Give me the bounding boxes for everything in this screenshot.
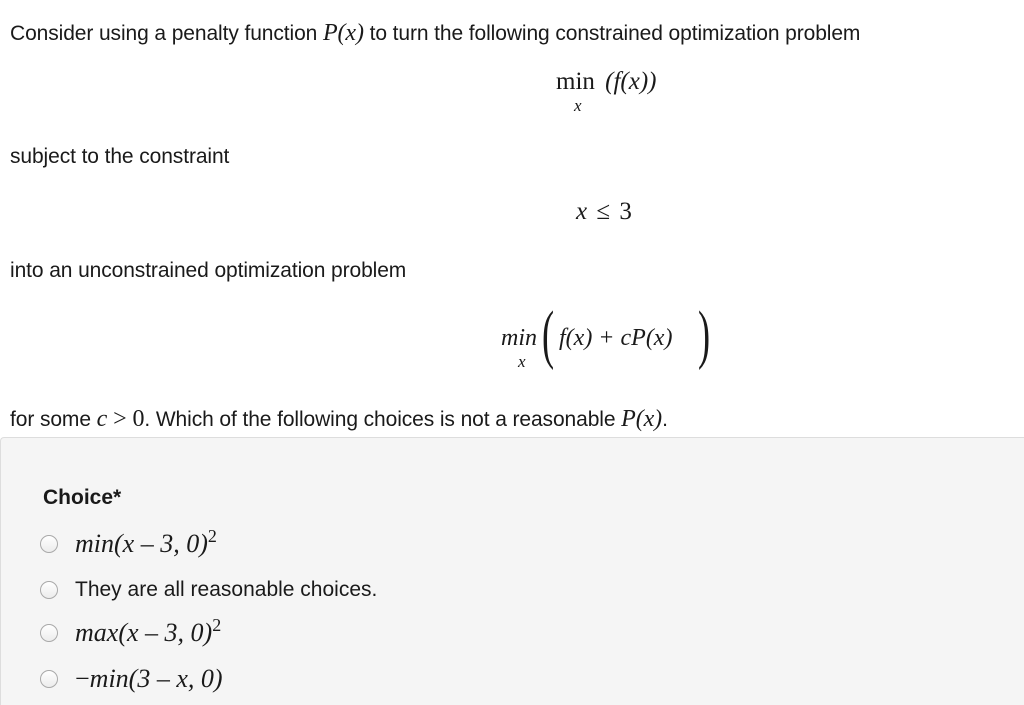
zero-symbol: 0 xyxy=(132,406,145,432)
option-label xyxy=(75,664,223,694)
question-text: for some xyxy=(10,408,97,431)
choice-option-3[interactable] xyxy=(40,617,221,649)
exponent: 2 xyxy=(212,615,222,635)
min-subscript: x xyxy=(574,96,582,115)
unconstrained-intro-text: into an unconstrained optimization problem xyxy=(10,259,407,282)
constraint-intro-text: subject to the constraint xyxy=(10,145,230,168)
choice-option-1[interactable] xyxy=(40,528,217,560)
radio-button[interactable] xyxy=(40,670,58,688)
choice-label: Choice* xyxy=(43,486,122,509)
exponent: 2 xyxy=(207,526,217,546)
min-operator: min xyxy=(556,68,595,95)
radio-button[interactable] xyxy=(40,581,58,599)
radio-button[interactable] xyxy=(40,535,58,553)
constraint-equation xyxy=(576,198,632,226)
gt-symbol: > xyxy=(107,406,133,432)
fn-name: min xyxy=(75,529,114,558)
question-text-continued: . Which of the following choices is not a reasonable xyxy=(144,408,622,431)
intro-text-continued: to turn the following constrained optimization problem xyxy=(363,22,861,45)
penalty-function-symbol: P(x) xyxy=(621,406,663,432)
leq-symbol: ≤ xyxy=(596,198,611,225)
right-paren: ) xyxy=(698,298,711,371)
option-label: They are all reasonable choices. xyxy=(75,578,378,601)
min-operator: min xyxy=(501,325,537,351)
option-label xyxy=(75,526,217,559)
c-symbol: c xyxy=(96,406,108,432)
fn-args: (3 – x, 0) xyxy=(128,664,223,693)
negation-sign: − xyxy=(75,664,90,693)
question-line xyxy=(10,406,668,433)
fn-name: min xyxy=(89,664,129,693)
choice-option-4[interactable] xyxy=(40,663,223,695)
choice-option-2[interactable] xyxy=(40,574,377,606)
question-end: . xyxy=(662,408,668,431)
radio-button[interactable] xyxy=(40,624,58,642)
problem-intro-line xyxy=(10,20,860,47)
min-subscript: x xyxy=(518,352,526,371)
fn-args: (x – 3, 0) xyxy=(118,618,213,647)
objective-equation xyxy=(556,68,657,96)
option-label xyxy=(75,615,222,648)
unconstrained-body: f(x) + cP(x) xyxy=(559,325,673,351)
fn-name: max xyxy=(75,618,119,647)
constraint-value: 3 xyxy=(619,198,632,225)
objective-body: (f(x)) xyxy=(605,68,657,95)
fn-args: (x – 3, 0) xyxy=(114,529,208,558)
constraint-variable: x xyxy=(576,198,588,225)
intro-text: Consider using a penalty function xyxy=(10,22,323,45)
penalty-function-symbol: P(x) xyxy=(322,20,364,46)
left-paren: ( xyxy=(542,298,555,371)
